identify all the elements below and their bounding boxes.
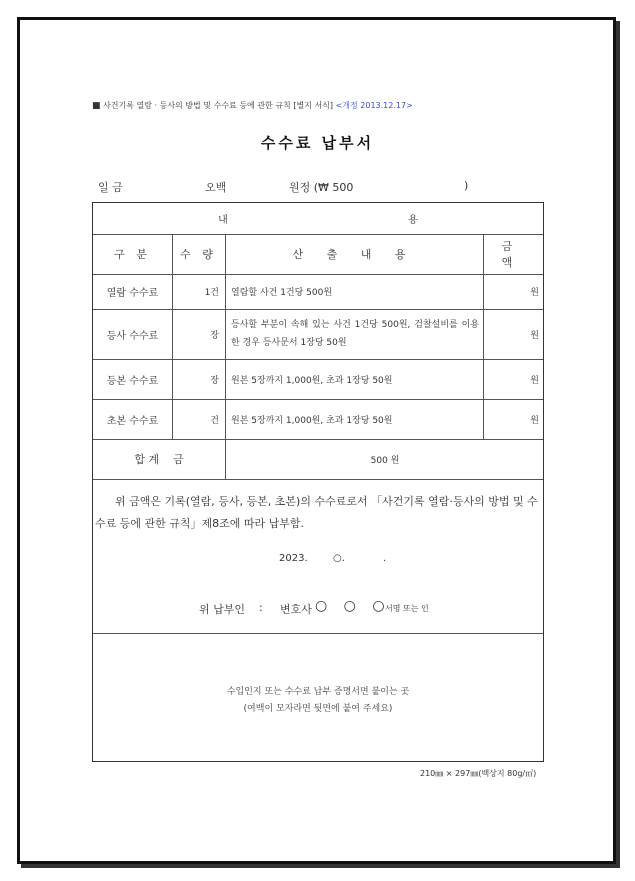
table-row-amount: 원 [530, 415, 539, 426]
amount-korean: 오백 [205, 181, 227, 194]
square-bullet-icon: ■ [92, 101, 101, 111]
form-header-text: 사건기록 열람 · 등사의 방법 및 수수료 등에 관한 규칙 [별지 서식] [103, 101, 334, 110]
form-header [92, 100, 413, 111]
payer-name: ○ ○ ○ [315, 598, 391, 614]
table-row-description: 등사할 부분이 속해 있는 사건 1건당 500원, 검찰설비를 이용한 경우 등사문서 1장당 50원 [231, 320, 479, 348]
amount-label: 일 금 [98, 181, 123, 194]
table-row-description: 열람할 사건 1건당 500원 [231, 288, 333, 298]
paper-spec-footer: 210㎜ × 297㎜(백상지 80g/㎡) [420, 769, 537, 778]
document-title: 수수료 납부서 [260, 134, 375, 152]
revision-date: <개정 2013.12.17> [335, 101, 413, 110]
table-row-amount: 원 [530, 288, 539, 298]
amount-won-label: 원정 (₩ 500 [289, 181, 354, 194]
table-row-quantity: 건 [210, 415, 219, 426]
payer-name-prefix: 변호사 [280, 603, 312, 616]
payment-statement [93, 491, 545, 535]
amount-close-paren: ) [464, 179, 469, 192]
date-day: . [383, 553, 387, 564]
total-label: 합 계 금 [134, 453, 184, 466]
payer-label: 위 납부인 [199, 603, 246, 616]
amount-line [92, 179, 544, 195]
column-header-category: 구 분 [114, 248, 151, 261]
stamp-area-line2: (여백이 모자라면 뒷면에 붙여 주세요) [243, 704, 393, 714]
payment-statement-text: 위 금액은 기록(열람, 등사, 등본, 초본)의 수수료로서 「사건기록 열람·등사의 방법 및 수수료 등에 관한 규칙」제8조에 따라 납부함. [95, 495, 538, 530]
table-row-quantity: 1건 [204, 288, 219, 298]
table-row-amount: 원 [530, 330, 539, 341]
section-header-left: 내 [218, 215, 228, 226]
table-row-quantity: 장 [210, 330, 219, 341]
table-row-amount: 원 [530, 375, 539, 386]
table-row-description: 원본 5장까지 1,000원, 초과 1장당 50원 [231, 375, 393, 386]
date-year: 2023. [279, 553, 308, 564]
table-row-quantity: 장 [210, 375, 219, 386]
payer-colon: : [259, 601, 263, 614]
table-row-description: 원본 5장까지 1,000원, 초과 1장당 50원 [231, 415, 393, 426]
column-header-quantity: 수 량 [180, 248, 217, 261]
section-header-right: 용 [408, 215, 418, 226]
sign-or-seal: 서명 또는 인 [385, 604, 429, 613]
table-row-category: 등본 수수료 [106, 375, 159, 387]
total-value: 500 원 [370, 455, 400, 466]
column-header-amount: 금 액 [501, 240, 527, 269]
stamp-area [93, 684, 543, 718]
fee-form-table [92, 202, 544, 762]
table-row-category: 등사 수수료 [106, 330, 159, 342]
stamp-area-line1: 수입인지 또는 수수료 납부 증명서면 붙이는 곳 [226, 687, 410, 697]
table-row-category: 열람 수수료 [106, 288, 159, 299]
column-header-description: 산 출 내 용 [292, 248, 416, 261]
table-row-category: 초본 수수료 [106, 415, 159, 427]
date-month: ○. [333, 553, 345, 564]
